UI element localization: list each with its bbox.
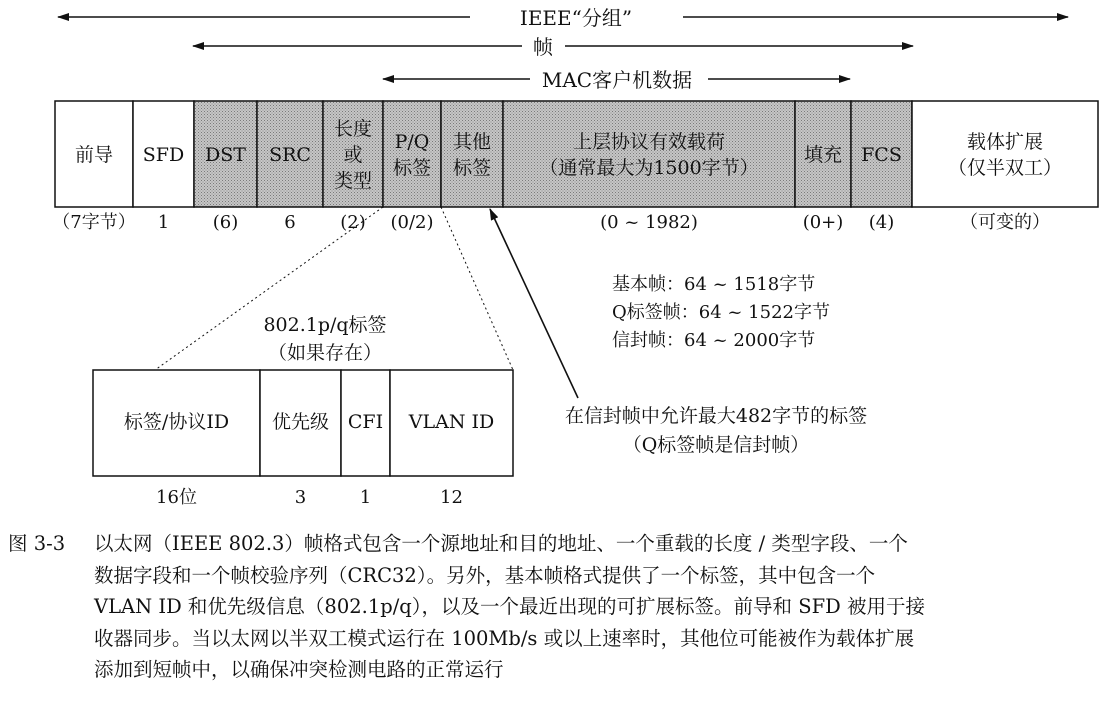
- caption-label: 图 3-3: [8, 532, 66, 555]
- field-上层协议有效载荷: [503, 101, 795, 233]
- field-填充: [795, 101, 851, 233]
- field-p-q: [383, 101, 441, 233]
- field-label: 上层协议有效载荷: [572, 131, 726, 153]
- field-size: 6: [284, 212, 296, 233]
- envelope-note-line1: 在信封帧中允许最大482字节的标签: [564, 405, 868, 427]
- field-box: [441, 101, 503, 207]
- field-前导: [52, 101, 135, 233]
- frame-size-basic: 基本帧：64 ~ 1518字节: [612, 274, 816, 295]
- span-frame: [193, 35, 913, 59]
- field-box: [503, 101, 795, 207]
- field-label: 类型: [333, 170, 373, 192]
- caption-line: 以太网（IEEE 802.3）帧格式包含一个源地址和目的地址、一个重载的长度 / 类型字段、一个: [94, 532, 908, 555]
- field-size: （7字节）: [52, 212, 136, 233]
- field-sfd: [133, 101, 194, 233]
- field-label: 标签: [452, 157, 492, 179]
- field-label: 其他: [452, 131, 492, 153]
- field-label: 或: [343, 144, 363, 166]
- tag-field-label: VLAN ID: [408, 411, 495, 433]
- frame-size-envelope: 信封帧：64 ~ 2000字节: [612, 330, 816, 351]
- tag-field-label: 标签/协议ID: [123, 411, 230, 433]
- span-ieee-label: IEEE“分组”: [519, 6, 633, 30]
- span-frame-label: 帧: [533, 35, 553, 59]
- field-src: [257, 101, 323, 233]
- field-label: 载体扩展: [966, 131, 1044, 153]
- tag-field-size: 3: [294, 487, 307, 508]
- field-label: SFD: [142, 144, 185, 166]
- field-label: DST: [205, 144, 246, 166]
- tag-field-cfi: [341, 370, 390, 508]
- field-size: (4): [868, 212, 895, 233]
- field-label: （通常最大为1500字节）: [539, 157, 759, 179]
- tag-field-size: 12: [440, 487, 463, 508]
- field-size: (0+): [802, 212, 844, 233]
- tag-field-label: CFI: [347, 411, 384, 433]
- tag-expand-line-right: [441, 207, 513, 370]
- field-label: SRC: [269, 144, 311, 166]
- figure-caption: [8, 528, 1104, 686]
- frame-row: [52, 101, 1098, 233]
- field-size: (6): [212, 212, 239, 233]
- tag-field-size: 1: [359, 487, 372, 508]
- tag-field-size: 16位: [156, 487, 197, 508]
- caption-line: 添加到短帧中，以确保冲突检测电路的正常运行: [94, 658, 504, 681]
- field-label: 标签: [392, 157, 432, 179]
- field-label: 前导: [74, 144, 114, 166]
- frame-size-notes: [612, 274, 830, 351]
- field-size: (0 ~ 1982): [600, 212, 698, 233]
- envelope-note-line2: （Q标签帧是信封帧）: [622, 434, 810, 456]
- caption-body: [94, 528, 1104, 686]
- field-label: （仅半双工）: [947, 157, 1063, 179]
- field-fcs: [851, 101, 912, 233]
- field-box: [912, 101, 1098, 207]
- span-mac-data: [383, 68, 850, 92]
- field-size: (0/2): [390, 212, 434, 233]
- frame-size-q: Q标签帧：64 ~ 1522字节: [612, 302, 830, 323]
- caption-line: 数据字段和一个帧校验序列（CRC32）。另外，基本帧格式提供了一个标签，其中包含一个: [94, 563, 876, 587]
- tag-row: [93, 370, 513, 508]
- tag-field-标签-协议id: [93, 370, 260, 508]
- field-size: （可变的）: [960, 212, 1050, 233]
- tag-note-title: 802.1p/q标签: [263, 314, 387, 336]
- field-label: 长度: [333, 118, 373, 140]
- caption-line: 收器同步。当以太网以半双工模式运行在 100Mb/s 或以上速率时，其他位可能被作为载体扩展: [94, 626, 915, 650]
- field-label: FCS: [861, 144, 902, 166]
- tag-field-优先级: [260, 370, 341, 508]
- field-label: P/Q: [394, 131, 430, 153]
- field-box: [383, 101, 441, 207]
- span-ieee-packet: [58, 6, 1068, 30]
- tag-field-label: 优先级: [271, 411, 330, 433]
- field-size: (2): [340, 212, 366, 233]
- caption-line: VLAN ID 和优先级信息（802.1p/q），以及一个最近出现的可扩展标签。前导和 SFD 被用于接: [94, 595, 925, 618]
- tag-note-subtitle: （如果存在）: [267, 342, 383, 364]
- tag-field-vlan-id: [390, 370, 513, 508]
- field-dst: [194, 101, 257, 233]
- field-size: 1: [157, 212, 170, 233]
- field-载体扩展: [912, 101, 1098, 233]
- field-其他: [441, 101, 503, 207]
- span-mac-label: MAC客户机数据: [541, 68, 693, 92]
- field-label: 填充: [803, 144, 843, 166]
